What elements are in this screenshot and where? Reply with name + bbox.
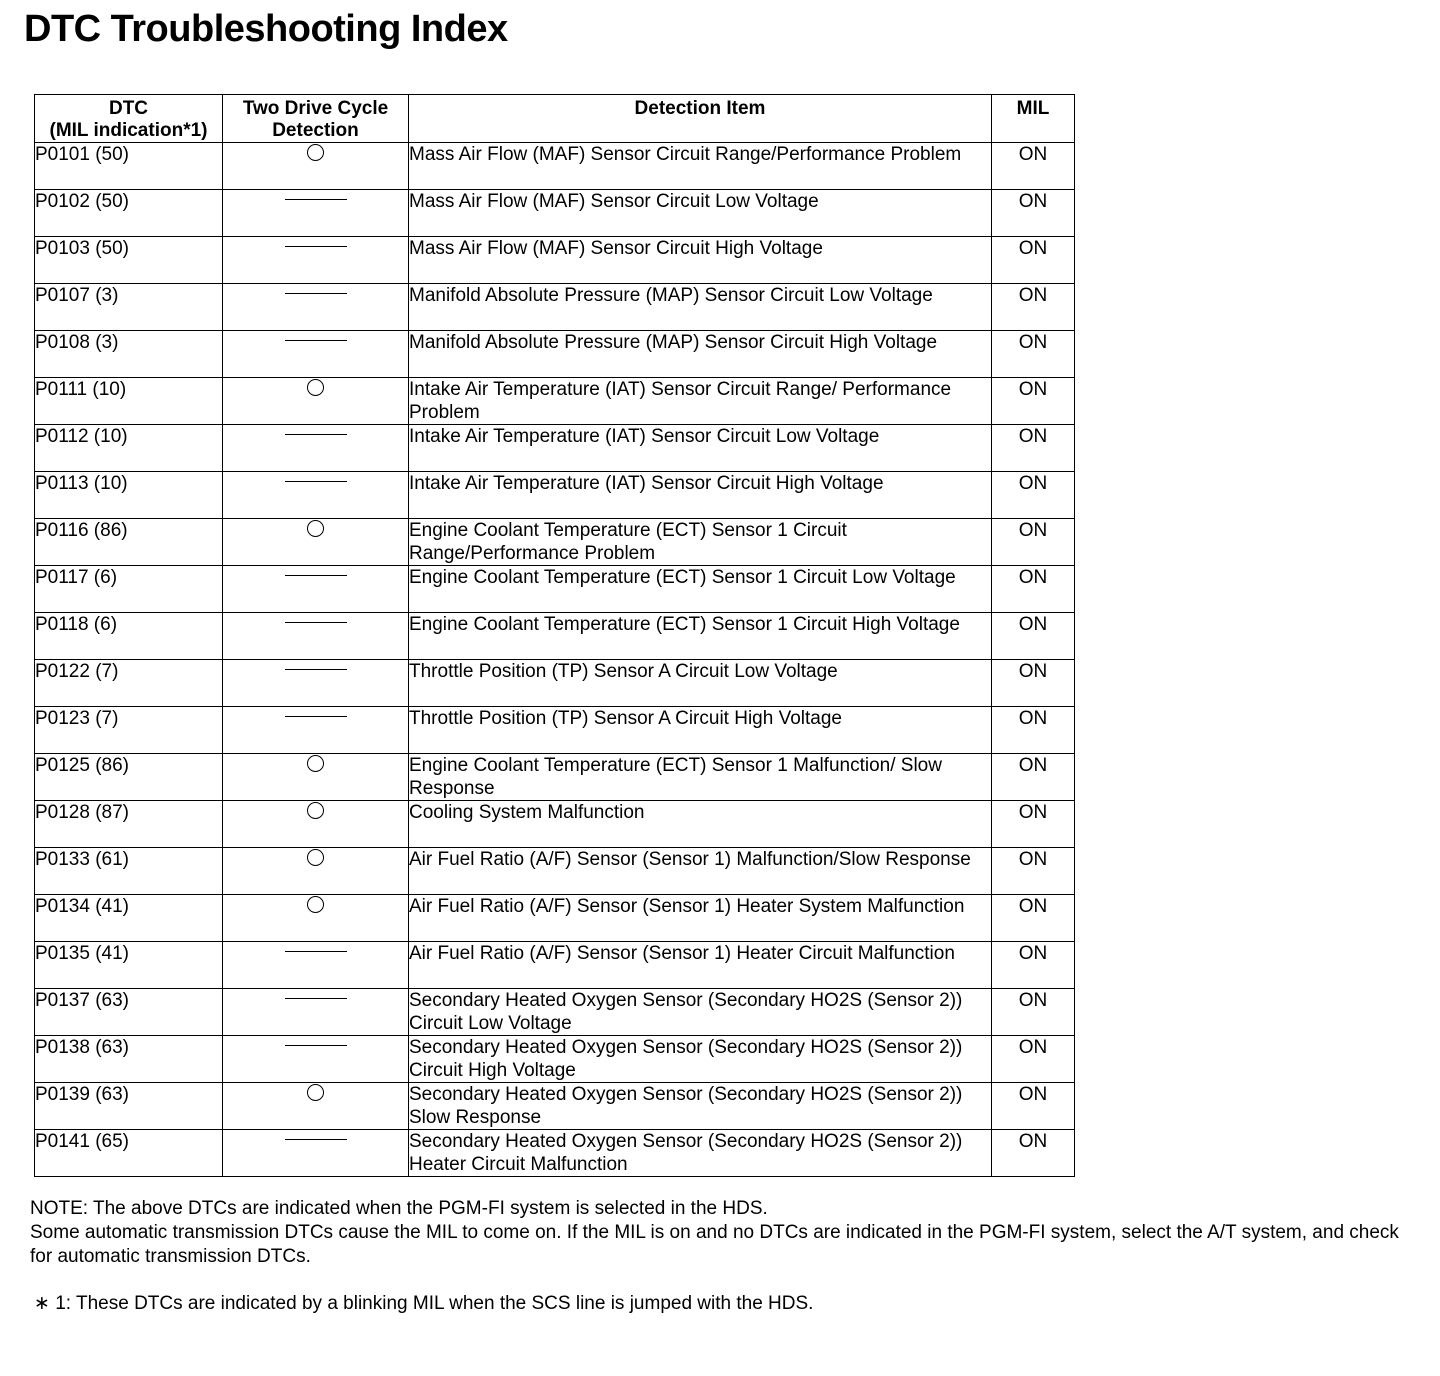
detection-item: Secondary Heated Oxygen Sensor (Secondary HO2S (Sensor 2)) Heater Circuit Malfunction bbox=[409, 1130, 992, 1177]
table-row bbox=[35, 378, 1075, 425]
detection-item: Air Fuel Ratio (A/F) Sensor (Sensor 1) Heater Circuit Malfunction bbox=[409, 942, 992, 989]
table-row bbox=[35, 942, 1075, 989]
detection-item: Engine Coolant Temperature (ECT) Sensor 1 Circuit Range/Performance Problem bbox=[409, 519, 992, 566]
dash-icon bbox=[285, 622, 347, 623]
two-drive-cycle-cell bbox=[223, 284, 409, 331]
mil-status: ON bbox=[992, 660, 1075, 707]
dash-icon bbox=[285, 246, 347, 247]
detection-item: Throttle Position (TP) Sensor A Circuit High Voltage bbox=[409, 707, 992, 754]
two-drive-cycle-cell bbox=[223, 942, 409, 989]
dash-icon bbox=[285, 481, 347, 482]
dash-icon bbox=[285, 951, 347, 952]
detection-item: Mass Air Flow (MAF) Sensor Circuit Low Voltage bbox=[409, 190, 992, 237]
table-row bbox=[35, 1036, 1075, 1083]
detection-item: Intake Air Temperature (IAT) Sensor Circuit Low Voltage bbox=[409, 425, 992, 472]
table-body bbox=[35, 143, 1075, 1177]
detection-item: Intake Air Temperature (IAT) Sensor Circuit High Voltage bbox=[409, 472, 992, 519]
mil-status: ON bbox=[992, 143, 1075, 190]
dtc-code: P0141 (65) bbox=[35, 1130, 223, 1177]
two-drive-cycle-cell bbox=[223, 989, 409, 1036]
dtc-code: P0113 (10) bbox=[35, 472, 223, 519]
two-drive-cycle-cell bbox=[223, 331, 409, 378]
note-line-1: NOTE: The above DTCs are indicated when the PGM-FI system is selected in the HDS. bbox=[30, 1198, 768, 1219]
mil-status: ON bbox=[992, 942, 1075, 989]
circle-icon bbox=[307, 1084, 324, 1101]
table-row bbox=[35, 331, 1075, 378]
mil-status: ON bbox=[992, 331, 1075, 378]
dtc-code: P0111 (10) bbox=[35, 378, 223, 425]
mil-status: ON bbox=[992, 472, 1075, 519]
mil-status: ON bbox=[992, 284, 1075, 331]
detection-item: Throttle Position (TP) Sensor A Circuit Low Voltage bbox=[409, 660, 992, 707]
dtc-code: P0102 (50) bbox=[35, 190, 223, 237]
two-drive-cycle-cell bbox=[223, 519, 409, 566]
mil-status: ON bbox=[992, 425, 1075, 472]
header-detection-item: Detection Item bbox=[409, 95, 992, 143]
two-drive-cycle-cell bbox=[223, 472, 409, 519]
dtc-code: P0139 (63) bbox=[35, 1083, 223, 1130]
table-header-row bbox=[35, 95, 1075, 143]
dtc-code: P0133 (61) bbox=[35, 848, 223, 895]
dtc-code: P0116 (86) bbox=[35, 519, 223, 566]
mil-status: ON bbox=[992, 1036, 1075, 1083]
two-drive-cycle-cell bbox=[223, 801, 409, 848]
table-row bbox=[35, 190, 1075, 237]
circle-icon bbox=[307, 520, 324, 537]
table-row bbox=[35, 284, 1075, 331]
mil-status: ON bbox=[992, 848, 1075, 895]
two-drive-cycle-cell bbox=[223, 895, 409, 942]
dash-icon bbox=[285, 716, 347, 717]
two-drive-cycle-cell bbox=[223, 613, 409, 660]
mil-status: ON bbox=[992, 190, 1075, 237]
dtc-table bbox=[34, 94, 1075, 1177]
dash-icon bbox=[285, 434, 347, 435]
dtc-code: P0103 (50) bbox=[35, 237, 223, 284]
two-drive-cycle-cell bbox=[223, 660, 409, 707]
dtc-code: P0117 (6) bbox=[35, 566, 223, 613]
dtc-code: P0122 (7) bbox=[35, 660, 223, 707]
mil-status: ON bbox=[992, 519, 1075, 566]
circle-icon bbox=[307, 379, 324, 396]
two-drive-cycle-cell bbox=[223, 707, 409, 754]
mil-status: ON bbox=[992, 613, 1075, 660]
dtc-code: P0138 (63) bbox=[35, 1036, 223, 1083]
detection-item: Secondary Heated Oxygen Sensor (Secondary HO2S (Sensor 2)) Circuit Low Voltage bbox=[409, 989, 992, 1036]
dtc-code: P0101 (50) bbox=[35, 143, 223, 190]
dtc-code: P0137 (63) bbox=[35, 989, 223, 1036]
table-row bbox=[35, 801, 1075, 848]
dtc-code: P0108 (3) bbox=[35, 331, 223, 378]
dash-icon bbox=[285, 669, 347, 670]
footnote: ∗ 1: These DTCs are indicated by a blinking MIL when the SCS line is jumped with the HDS. bbox=[34, 1293, 814, 1314]
table-row bbox=[35, 143, 1075, 190]
dash-icon bbox=[285, 575, 347, 576]
table-row bbox=[35, 613, 1075, 660]
detection-item: Engine Coolant Temperature (ECT) Sensor 1 Malfunction/ Slow Response bbox=[409, 754, 992, 801]
table-row bbox=[35, 237, 1075, 284]
two-drive-cycle-cell bbox=[223, 378, 409, 425]
header-mil: MIL bbox=[992, 95, 1075, 143]
mil-status: ON bbox=[992, 237, 1075, 284]
mil-status: ON bbox=[992, 707, 1075, 754]
two-drive-cycle-cell bbox=[223, 190, 409, 237]
detection-item: Secondary Heated Oxygen Sensor (Secondary HO2S (Sensor 2)) Slow Response bbox=[409, 1083, 992, 1130]
detection-item: Manifold Absolute Pressure (MAP) Sensor Circuit High Voltage bbox=[409, 331, 992, 378]
dtc-code: P0107 (3) bbox=[35, 284, 223, 331]
table-row bbox=[35, 1130, 1075, 1177]
circle-icon bbox=[307, 144, 324, 161]
dash-icon bbox=[285, 199, 347, 200]
dtc-code: P0125 (86) bbox=[35, 754, 223, 801]
table-row bbox=[35, 848, 1075, 895]
table-row bbox=[35, 1083, 1075, 1130]
detection-item: Air Fuel Ratio (A/F) Sensor (Sensor 1) Malfunction/Slow Response bbox=[409, 848, 992, 895]
dash-icon bbox=[285, 1045, 347, 1046]
circle-icon bbox=[307, 849, 324, 866]
header-two-drive-cycle: Two Drive Cycle Detection bbox=[223, 95, 409, 143]
two-drive-cycle-cell bbox=[223, 425, 409, 472]
two-drive-cycle-cell bbox=[223, 1036, 409, 1083]
note-block bbox=[30, 1197, 1420, 1269]
two-drive-cycle-cell bbox=[223, 143, 409, 190]
table-row bbox=[35, 895, 1075, 942]
dash-icon bbox=[285, 340, 347, 341]
mil-status: ON bbox=[992, 1130, 1075, 1177]
table-row bbox=[35, 425, 1075, 472]
two-drive-cycle-cell bbox=[223, 754, 409, 801]
mil-status: ON bbox=[992, 566, 1075, 613]
header-dtc: DTC (MIL indication*1) bbox=[35, 95, 223, 143]
detection-item: Cooling System Malfunction bbox=[409, 801, 992, 848]
detection-item: Engine Coolant Temperature (ECT) Sensor 1 Circuit Low Voltage bbox=[409, 566, 992, 613]
circle-icon bbox=[307, 896, 324, 913]
detection-item: Intake Air Temperature (IAT) Sensor Circuit Range/ Performance Problem bbox=[409, 378, 992, 425]
two-drive-cycle-cell bbox=[223, 237, 409, 284]
page-title: DTC Troubleshooting Index bbox=[24, 8, 508, 50]
note-line-2: Some automatic transmission DTCs cause the MIL to come on. If the MIL is on and no DTCs are indicated in the PGM-FI system, select the A/T system, and check for automatic transmission DTCs. bbox=[30, 1222, 1399, 1267]
dtc-code: P0118 (6) bbox=[35, 613, 223, 660]
table-row bbox=[35, 519, 1075, 566]
detection-item: Engine Coolant Temperature (ECT) Sensor 1 Circuit High Voltage bbox=[409, 613, 992, 660]
table-row bbox=[35, 707, 1075, 754]
detection-item: Manifold Absolute Pressure (MAP) Sensor Circuit Low Voltage bbox=[409, 284, 992, 331]
circle-icon bbox=[307, 802, 324, 819]
table-row bbox=[35, 754, 1075, 801]
detection-item: Secondary Heated Oxygen Sensor (Secondary HO2S (Sensor 2)) Circuit High Voltage bbox=[409, 1036, 992, 1083]
mil-status: ON bbox=[992, 801, 1075, 848]
detection-item: Mass Air Flow (MAF) Sensor Circuit High Voltage bbox=[409, 237, 992, 284]
table-row bbox=[35, 989, 1075, 1036]
dtc-code: P0123 (7) bbox=[35, 707, 223, 754]
mil-status: ON bbox=[992, 895, 1075, 942]
two-drive-cycle-cell bbox=[223, 1130, 409, 1177]
detection-item: Air Fuel Ratio (A/F) Sensor (Sensor 1) Heater System Malfunction bbox=[409, 895, 992, 942]
dash-icon bbox=[285, 293, 347, 294]
two-drive-cycle-cell bbox=[223, 848, 409, 895]
mil-status: ON bbox=[992, 989, 1075, 1036]
table-row bbox=[35, 566, 1075, 613]
mil-status: ON bbox=[992, 378, 1075, 425]
mil-status: ON bbox=[992, 1083, 1075, 1130]
dtc-code: P0134 (41) bbox=[35, 895, 223, 942]
dtc-code: P0135 (41) bbox=[35, 942, 223, 989]
table-row bbox=[35, 660, 1075, 707]
two-drive-cycle-cell bbox=[223, 566, 409, 613]
circle-icon bbox=[307, 755, 324, 772]
dash-icon bbox=[285, 1139, 347, 1140]
detection-item: Mass Air Flow (MAF) Sensor Circuit Range/Performance Problem bbox=[409, 143, 992, 190]
mil-status: ON bbox=[992, 754, 1075, 801]
table-row bbox=[35, 472, 1075, 519]
dtc-code: P0128 (87) bbox=[35, 801, 223, 848]
dtc-code: P0112 (10) bbox=[35, 425, 223, 472]
dash-icon bbox=[285, 998, 347, 999]
two-drive-cycle-cell bbox=[223, 1083, 409, 1130]
